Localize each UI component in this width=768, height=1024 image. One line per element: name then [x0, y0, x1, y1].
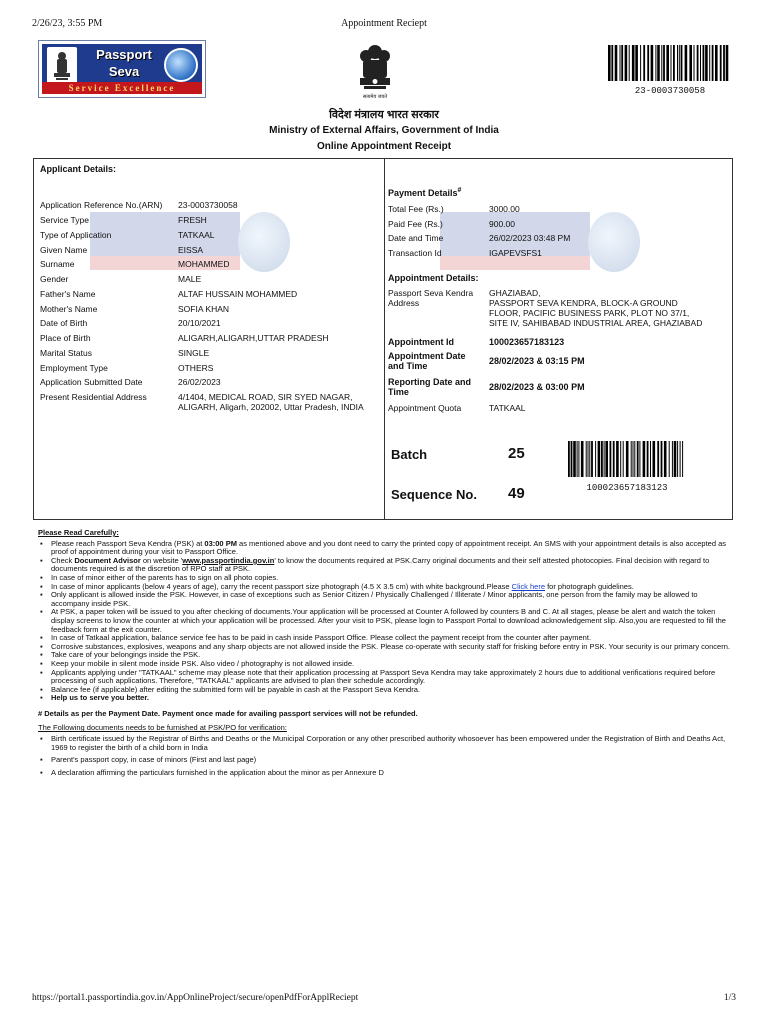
instruction-item: ▪ Please reach Passport Seva Kendra (PSK) at 03:00 PM as mentioned above and you dont need to carry the printed copy of appointment receipt. An SMS with your appointment details is also accepted as proof of appointment during your visit to Passport Office. [38, 540, 732, 557]
applicant-field-value: TATKAAL [178, 230, 215, 240]
instructions-list [38, 540, 732, 703]
ministry-name: Ministry of External Affairs, Government of India [269, 125, 499, 136]
appointment-id-label: Appointment Id [388, 337, 454, 347]
applicant-details-heading: Applicant Details: [40, 164, 117, 174]
applicant-field-label: Type of Application [40, 230, 112, 240]
applicant-field-label: Employment Type [40, 363, 108, 373]
applicant-field-label: Place of Birth [40, 333, 91, 343]
applicant-field-value: MOHAMMED [178, 259, 230, 269]
applicant-field-label: Mother's Name [40, 304, 98, 314]
appointment-barcode [568, 441, 686, 477]
applicant-field-value: MALE [178, 274, 202, 284]
applicant-field-value: ALIGARH,ALIGARH,UTTAR PRADESH [178, 333, 329, 343]
applicant-field-label: Given Name [40, 245, 88, 255]
applicant-field-label: Father's Name [40, 289, 96, 299]
instruction-item: ▪ Help us to serve you better. [38, 694, 732, 703]
payment-note: # Details as per the Payment Date. Payment once made for availing passport services will not be refunded. [38, 708, 418, 718]
payment-field-value: IGAPEVSFS1 [489, 248, 542, 258]
document-item: ▪ Parent's passport copy, in case of minors (First and last page) [38, 756, 732, 765]
passport-seva-logo [38, 40, 206, 98]
sequence-label: Sequence No. [391, 487, 477, 502]
reporting-date-label: Reporting Date and Time [388, 377, 472, 397]
logo-text: Passport Seva [96, 47, 152, 79]
payment-field-value: 3000.00 [489, 204, 520, 214]
page-number: 1/3 [723, 993, 736, 1003]
applicant-field-value: 23-0003730058 [178, 200, 238, 210]
ashoka-emblem-icon [355, 42, 395, 104]
applicant-field-label: Application Reference No.(ARN) [40, 200, 163, 210]
applicant-field-label: Service Type [40, 215, 89, 225]
psk-address-value: GHAZIABAD, PASSPORT SEVA KENDRA, BLOCK-A GROUND FLOOR, PACIFIC BUSINESS PARK, PLOT NO 37/1, SITE IV, SAHIBABAD INDUSTRIAL AREA, GHAZIABAD [489, 288, 703, 328]
instruction-item: ▪ In case of minor applicants (below 4 years of age), carry the recent passport size photograph (4.5 X 3.5 cm) with white background.Please Click here for photograph guidelines. [38, 583, 732, 592]
instruction-item: ▪ Applicants applying under "TATKAAL" scheme may please note that their application processing at Passport Seva Kendra may take approximately 2 hours due to additional verifications required before processing of such applications. Therefore, "TATKAAL" applicants are advised to plan their schedule accordingly. [38, 669, 732, 686]
payment-field-label: Date and Time [388, 233, 444, 243]
instruction-item: ▪ Check Document Advisor on website 'www.passportindia.gov.in' to know the documents required at PSK.Carry original documents and their self attested photocopies. Final decision with regard to documents required is at the discretion of RPO staff at PSK. [38, 557, 732, 574]
instruction-item: ▪ Only applicant is allowed inside the PSK. However, in case of exceptions such as Senior Citizen / Physically Challenged / Illiterate / Minor applicants, one person from the family may be allowed to accompany inside PSK. [38, 591, 732, 608]
appointment-quota-label: Appointment Quota [388, 403, 462, 413]
document-title: Appointment Reciept [341, 18, 427, 29]
applicant-field-value: SOFIA KHAN [178, 304, 230, 314]
photo-guidelines-link[interactable]: Click here [511, 581, 545, 591]
globe-icon [164, 48, 198, 82]
instruction-item: ▪ Corrosive substances, explosives, weapons and any sharp objects are not allowed inside the PSK. Please co-operate with security staff for frisking before entry in PSK. Your security is our primary concern. [38, 643, 732, 652]
documents-list [38, 735, 732, 777]
payment-field-label: Paid Fee (Rs.) [388, 219, 443, 229]
appointment-id-value: 100023657183123 [489, 337, 565, 347]
psk-address-label: Passport Seva Kendra Address [388, 288, 474, 308]
arn-barcode [608, 45, 732, 81]
applicant-field-value: SINGLE [178, 348, 210, 358]
document-item: ▪ Birth certificate issued by the Registrar of Births and Deaths or the Municipal Corporation or any other prescribed authority whosoever has been empowered under the Registration of Birth and Deaths Act, 1969 to register the birth of a child born in India [38, 735, 732, 752]
payment-field-label: Total Fee (Rs.) [388, 204, 444, 214]
batch-value: 25 [508, 445, 525, 462]
applicant-field-value: 4/1404, MEDICAL ROAD, SIR SYED NAGAR, ALIGARH, Aligarh, 202002, Uttar Pradesh, INDIA [178, 392, 364, 412]
payment-field-label: Transaction Id [388, 248, 442, 258]
applicant-field-label: Gender [40, 274, 69, 284]
emblem-caption: सत्यमेव जयते [362, 94, 388, 100]
applicant-field-value: EISSA [178, 245, 204, 255]
instruction-item: ▪ Keep your mobile in silent mode inside PSK. Also video / photography is not allowed inside. [38, 660, 732, 669]
hindi-title: विदेश मंत्रालय भारत सरकार [329, 109, 439, 121]
applicant-field-label: Surname [40, 259, 75, 269]
instruction-item: ▪ Take care of your belongings inside the PSK. [38, 651, 732, 660]
reporting-date-value: 28/02/2023 & 03:00 PM [489, 382, 585, 392]
instruction-item: ▪ In case of Tatkaal application, balance service fee has to be paid in cash inside Passport Office. Please collect the payment receipt from the counter after payment. [38, 634, 732, 643]
applicant-field-value: 20/10/2021 [178, 318, 221, 328]
applicant-field-value: 26/02/2023 [178, 377, 221, 387]
footer-url: https://portal1.passportindia.gov.in/AppOnlineProject/secure/openPdfForApplReciept [32, 993, 359, 1003]
documents-heading: The Following documents needs to be furnished at PSK/PO for verification: [38, 723, 287, 733]
payment-field-value: 900.00 [489, 219, 515, 229]
sequence-value: 49 [508, 485, 525, 502]
document-item: ▪ A declaration affirming the particulars furnished in the application about the minor as per Annexure D [38, 769, 732, 778]
applicant-field-value: ALTAF HUSSAIN MOHAMMED [178, 289, 298, 299]
appointment-details-heading: Appointment Details: [388, 273, 479, 283]
arn-barcode-text: 23-0003730058 [634, 86, 706, 96]
applicant-field-label: Marital Status [40, 348, 92, 358]
applicant-field-value: FRESH [178, 215, 207, 225]
receipt-title: Online Appointment Receipt [316, 141, 452, 152]
instruction-item: ▪ Balance fee (if applicable) after editing the submitted form will be payable in cash at the Passport Seva Kendra. [38, 686, 732, 695]
appointment-barcode-text: 100023657183123 [586, 483, 668, 493]
national-emblem-icon [47, 47, 77, 84]
print-datetime: 2/26/23, 3:55 PM [32, 18, 103, 29]
payment-field-value: 26/02/2023 03:48 PM [489, 233, 571, 243]
appointment-quota-value: TATKAAL [489, 403, 526, 413]
appointment-date-label: Appointment Date and Time [388, 351, 466, 371]
logo-tagline: Service Excellence [42, 82, 202, 94]
instruction-item: ▪ At PSK, a paper token will be issued to you after checking of documents.Your application will be processed at Counter A followed by counters B and C. At all stages, please be alert and watch the token display screens to know the counter at which your application will be processed. After your visit to PSK, please login to Passport Portal to download acknowledgement slip. Also,you are requested to fill the feedback form at the exit counter. [38, 608, 732, 634]
applicant-field-label: Present Residential Address [40, 392, 147, 402]
instructions [38, 529, 732, 781]
batch-label: Batch [391, 447, 428, 462]
instruction-item: ▪ In case of minor either of the parents has to sign on all photo copies. [38, 574, 732, 583]
payment-details-heading: Payment Details# [388, 187, 462, 198]
applicant-field-label: Date of Birth [40, 318, 88, 328]
appointment-date-value: 28/02/2023 & 03:15 PM [489, 356, 585, 366]
applicant-field-value: OTHERS [178, 363, 214, 373]
instructions-heading: Please Read Carefully: [38, 528, 119, 537]
applicant-field-label: Application Submitted Date [40, 377, 143, 387]
